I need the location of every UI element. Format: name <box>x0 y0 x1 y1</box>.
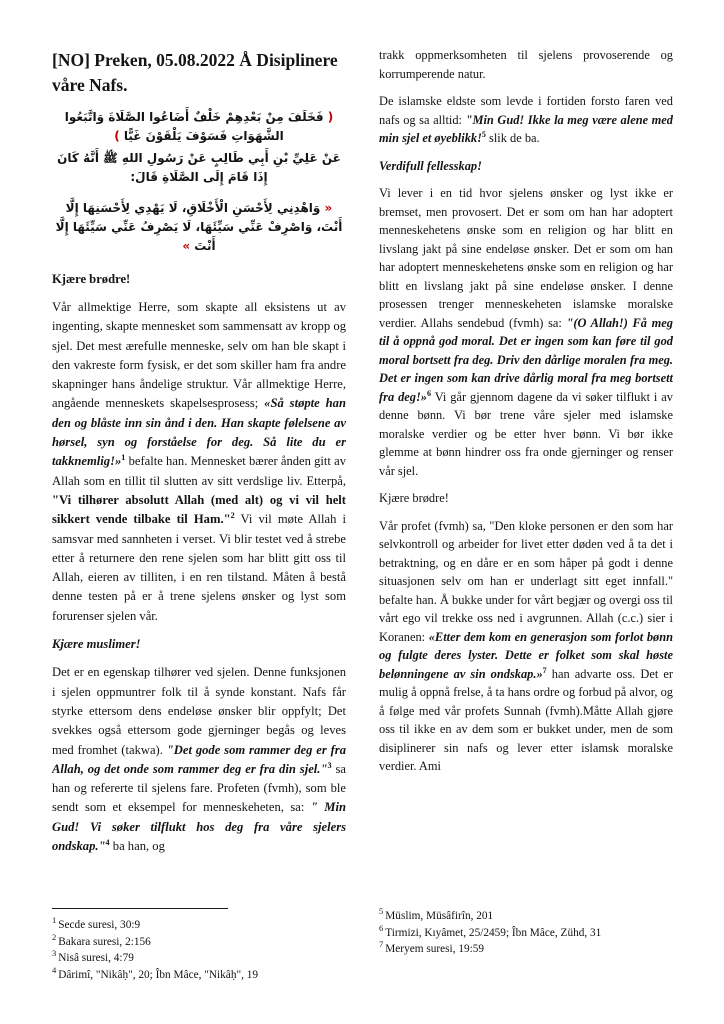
salutation-heading <box>52 270 346 289</box>
text-run: sa han og refererte til sjelens fare. Profeten (fvmh), som ble sendt som et eksempel for menneskeheten, sa: <box>52 761 346 815</box>
text-run: عَنْ عَلِيِّ بْنِ أَبِي طَالِبٍ عَنْ رَسُولِ اللهِ ﷺ أَنَّهُ كَانَ إِذَا قَامَ إِلَى الصَّلَاةِ قَالَ: <box>57 150 341 184</box>
paragraph <box>379 517 673 776</box>
left-footnote-list <box>52 917 346 983</box>
text-run: "Vi tilhører absolutt Allah (med alt) og vi vil helt sikkert vende tilbake til Ham." <box>52 492 346 527</box>
footnote-reference: 4 <box>105 837 110 847</box>
text-run: «Etter dem kom en generasjon som forlot bønn og fulgte deres lyster. Dette er folket som skal høste belønningene av sin ondskap.» <box>379 629 673 681</box>
text-run: Det er en egenskap tilhører ved sjelen. Denne funksjonen i sjelen oppmuntrer folk til å synde konstant. Nafs får styrke ettersom dens endeløse ønsker blir oppfylt; Det svekkes også ettersom gode gjerninger begås og leves med fromhet (takwa). <box>52 665 346 757</box>
page-title-line-2: våre Nafs. <box>52 75 128 95</box>
text-run: فَخَلَفَ مِنْ بَعْدِهِمْ خَلْفٌ أَضَاعُوا الصَّلَاةَ وَاتَّبَعُوا الشَّهَوَاتِ فَسَوْفَ يَلْقَوْنَ غَيًّا <box>64 110 324 143</box>
text-run: وَاهْدِنِي لِأَحْسَنِ الْأَخْلَاقِ، لَا يَهْدِي لِأَحْسَنِهَا إِلَّا أَنْتَ، وَاصْرِفْ عَنِّي سَيِّئَهَا، لَا يَصْرِفُ عَنِّي سَيِّئَهَا إِلَّا أَنْتَ <box>55 200 343 253</box>
footnote-text: Nisâ suresi, 4:79 <box>58 952 134 964</box>
red-quote-mark: « <box>320 200 333 215</box>
footnote-text: Bakara suresi, 2:156 <box>58 935 151 948</box>
salutation-line <box>379 489 673 508</box>
paragraph <box>52 298 346 626</box>
red-quote-mark: ) <box>114 128 124 143</box>
footnote-item <box>379 941 673 958</box>
arabic-quotation-block <box>52 108 346 256</box>
page-title <box>52 48 346 98</box>
two-column-layout <box>52 46 673 1014</box>
footnote-marker: 6 <box>379 922 384 933</box>
text-run: trakk oppmerksomheten til sjelens provoserende og korrumperende natur. <box>379 48 673 81</box>
footnote-separator-rule <box>52 908 228 909</box>
text-run: Kjære brødre! <box>379 491 449 505</box>
footnote-item <box>52 964 346 984</box>
footnote-text: Meryem suresi, 19:59 <box>385 943 485 955</box>
footnote-marker: 2 <box>52 931 57 942</box>
dua-arabic <box>52 199 346 256</box>
paragraph <box>379 46 673 83</box>
text-run: " Min Gud! Vi søker tilflukt hos deg fra våre sjelers ondskap." <box>52 800 346 853</box>
footnote-text: Secde suresi, 30:9 <box>58 919 141 931</box>
text-run: ba han, og <box>109 838 165 853</box>
text-run: "Min Gud! Ikke la meg være alene med min sjel et øyeblikk! <box>379 112 673 145</box>
left-body-text <box>52 270 346 857</box>
text-run: befalte han. Mennesket bærer ånden gitt av Allah som en tillit til slutten av sitt verdslige liv. Etterpå, <box>52 454 346 488</box>
text-run: slik de ba. <box>485 131 540 145</box>
text-run: Kjære brødre! <box>52 271 131 286</box>
footnote-marker: 5 <box>379 906 384 917</box>
footnote-item <box>52 917 346 934</box>
paragraph <box>52 663 346 856</box>
text-run: Kjære muslimer! <box>52 637 141 652</box>
footnote-text: Müslim, Müsâfirîn, 201 <box>385 910 494 922</box>
text-run: Verdifull fellesskap! <box>379 158 482 173</box>
right-body-text <box>379 46 673 776</box>
right-footnote-list <box>379 908 673 958</box>
text-run: han advarte oss. Det er mulig å oppnå frelse, å ta hans ordre og forbud på alvor, og å følge med vår profets Sunnah (fvmh).Måtte Allah gjøre oss til ikke en av dem som er bukket under, men de som disiplinerer sin nafs og lever etter islamsk moralske verdier. Ami <box>379 666 673 773</box>
section-heading <box>379 157 673 176</box>
text-run: De islamske eldste som levde i fortiden forsto faren ved nafs og sa alltid: <box>379 94 673 127</box>
left-column <box>52 46 346 1014</box>
right-column <box>379 46 673 1014</box>
text-run: Vår allmektige Herre, som skapte all eksistens ut av ingenting, skapte mennesket som sammensatt av kropp og sjel. Det mest ærefulle menneske, selv om han ble skapt i den vakreste form fysisk, er det som skiller ham fra andre skapninger hans åndelige struktur. Vår allmektige Herre, angående menneskets skapelsesprosess; <box>52 299 346 411</box>
text-run: Vi lever i en tid hvor sjelens ønsker og lyst ikke er bremset, men provosert. Det er som om han har adoptert menneskehetens ønske som en religion og har blitt en livslang jakt på sine endeløse ønsker. Det er som om han har adoptert menneskehetens ønske som en religion og har blitt en livslang jakt på sine endeløse ønsker. I denne prosessen trenger menneskeheten islamske moralske verdier. Allahs sendebud (fvmh) sa: <box>379 186 673 330</box>
left-footnotes <box>52 904 346 1014</box>
quran-verse-arabic <box>52 108 346 146</box>
footnote-text: Dârimî, "Nikâḥ", 20; Îbn Mâce, "Nikâḥ", 19 <box>58 968 259 981</box>
page-title-line-1: [NO] Preken, 05.08.2022 Å Disiplinere <box>52 50 338 70</box>
footnote-reference: 6 <box>426 388 432 398</box>
red-quote-mark: ( <box>323 110 334 124</box>
red-quote-mark: » <box>182 238 195 253</box>
hadith-narration-arabic <box>52 149 346 187</box>
text-run: Vår profet (fvmh) sa, "Den kloke personen er den som har selvkontroll og arbeider for livet etter døden ved å ta det i betraktning, og en dåre er en som håper på godt i denne situasjonen selv om han er underlagt sitt eget innfall." befalte han. Å bukke under for vårt begjær og overgi oss til vårt ego vil trekke oss ned i avgrunnen. Allah (c.c.) sier i Koranen: <box>379 518 673 644</box>
footnote-item <box>379 922 673 942</box>
text-run: "(O Allah!) Få meg til å oppnå god moral. Det er ingen som kan føre til god moral bortsett fra deg. Driv den dårlige moralen fra meg. Det er ingen som kan drive dårlig moral fra meg bortsett fra deg!» <box>379 315 673 404</box>
footnote-marker: 7 <box>379 939 384 950</box>
footnote-item <box>379 908 673 925</box>
footnote-reference: 1 <box>121 453 126 463</box>
text-run: Vi vil møte Allah i samsvar med sannheten i verset. Vi blir testet ved å strebe etter å returnere den rene sjelen som har blitt gitt oss til Allah, eieren av tilliten, i en ren tilstand. Måten å bestå denne testen på er å trene sjelens ønsker og lyst som forurenser sjelen vår. <box>52 512 346 623</box>
text-run: "Det gode som rammer deg er fra Allah, og det onde som rammer deg er fra din sjel." <box>52 742 346 776</box>
footnote-reference: 7 <box>542 665 547 675</box>
text-run: «Så støpte han den og blåste inn sin ånd i den. Han skapte følelsene av hørsel, syn og forståelse for deg. Så lite du er takknemlig!» <box>52 396 346 469</box>
right-footnotes <box>379 904 673 1014</box>
footnote-marker: 4 <box>52 964 57 975</box>
footnote-text: Tirmizi, Kıyâmet, 25/2459; Îbn Mâce, Zühd, 31 <box>385 926 602 939</box>
paragraph <box>379 184 673 480</box>
footnote-reference: 3 <box>327 760 332 770</box>
salutation-heading <box>52 635 346 654</box>
footnote-item <box>52 931 346 951</box>
text-run: Vi går gjennom dagene da vi søker tilflukt i av denne bønn. Vi bør trene våre sjeler med islamske moralske verdier og be etter hver bønn. Vi bør ikke glemme at bønn hindrer oss fra onde gjerninger og renser vår sjel. <box>379 389 673 478</box>
footnote-reference: 5 <box>481 129 486 139</box>
paragraph <box>379 92 673 148</box>
footnote-marker: 1 <box>52 915 57 926</box>
footnote-marker: 3 <box>52 948 57 959</box>
footnote-reference: 2 <box>230 511 235 521</box>
footnote-item <box>52 950 346 967</box>
